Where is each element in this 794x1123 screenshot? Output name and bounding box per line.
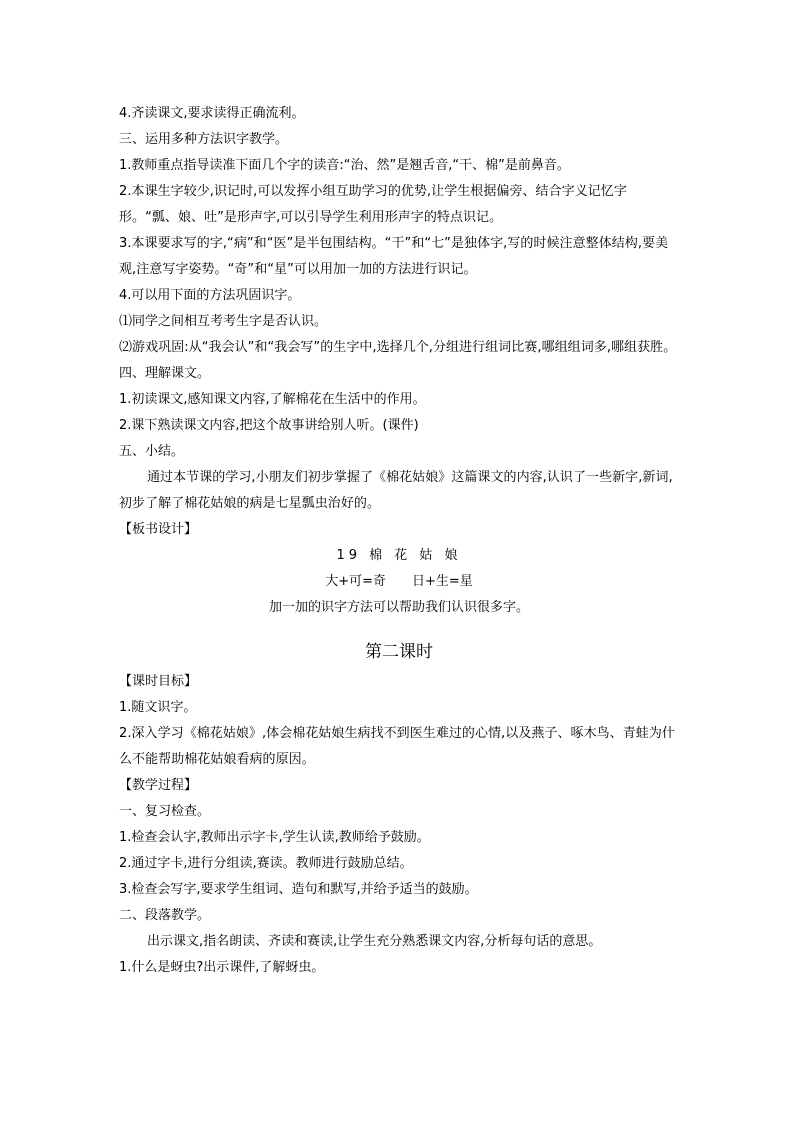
literacy-subitem-1: ⑴同学之间相互考考生字是否认识。: [119, 314, 328, 329]
literacy-item-3: 3.本课要求写的字,“病”和“医”是半包围结构。“干”和“七”是独体字,写的时候注意整体结构,要美观,注意写字姿势。“奇”和“星”可以用加一加的方法进行识记。: [119, 236, 669, 277]
literacy-item-2: 2.本课生字较少,识记时,可以发挥小组互助学习的优势,让学生根据偏旁、结合字义记忆字形。“瓢、娘、吐”是形声字,可以引导学生利用形声字的特点识记。: [119, 184, 627, 225]
literacy-item-1: 1.教师重点指导读准下面几个字的读音:“治、然”是翘舌音,“干、棉”是前鼻音。: [119, 158, 570, 173]
lesson-goals-label: 【课时目标】: [119, 674, 198, 689]
review-item-1: 1.检查会认字,教师出示字卡,学生认读,教师给予鼓励。: [119, 830, 430, 845]
literacy-item-4: 4.可以用下面的方法巩固识字。: [119, 288, 301, 303]
paragraph-intro: 出示课文,指名朗读、齐读和赛读,让学生充分熟悉课文内容,分析每句话的意思。: [147, 934, 602, 949]
board-formulas: [119, 569, 679, 595]
teaching-process-label: 【教学过程】: [119, 778, 198, 793]
lesson-goal-1: 1.随文识字。: [119, 700, 197, 715]
review-item-2: 2.通过字卡,进行分组读,赛读。教师进行鼓励总结。: [119, 856, 413, 871]
understand-item-2: 2.课下熟读课文内容,把这个故事讲给别人听。(课件): [119, 418, 419, 433]
section-heading-review: 一、复习检查。: [119, 804, 211, 819]
lesson-goal-2: 2.深入学习《棉花姑娘》,体会棉花姑娘生病找不到医生难过的心情,以及燕子、啄木鸟、青蛙为什么不能帮助棉花姑娘看病的原因。: [119, 726, 675, 767]
review-item-3: 3.检查会写字,要求学生组词、造句和默写,并给予适当的鼓励。: [119, 882, 478, 897]
summary-paragraph: 通过本节课的学习,小朋友们初步掌握了《棉花姑娘》这篇课文的内容,认识了一些新字,新词,初步了解了棉花姑娘的病是七星瓢虫治好的。: [119, 470, 673, 511]
paragraph-item-1: 1.什么是蚜虫?出示课件,了解蚜虫。: [119, 960, 325, 975]
section-heading-understand: 四、理解课文。: [119, 366, 211, 381]
understand-item-1: 1.初读课文,感知课文内容,了解棉花在生活中的作用。: [119, 392, 426, 407]
board-note: 加一加的识字方法可以帮助我们认识很多字。: [268, 600, 529, 615]
section-heading-summary: 五、小结。: [119, 444, 185, 459]
step-read-aloud: 4.齐读课文,要求读得正确流利。: [119, 106, 305, 121]
section-heading-literacy: 三、运用多种方法识字教学。: [119, 132, 289, 147]
board-design-label: 【板书设计】: [119, 522, 198, 537]
board-formula-xing: 日+生=星: [412, 574, 473, 589]
section-heading-paragraph: 二、段落教学。: [119, 908, 211, 923]
board-title: 19 棉 花 姑 娘: [336, 548, 462, 563]
lesson-2-heading: 第二课时: [365, 642, 433, 662]
board-formula-qi: 大+可=奇: [325, 574, 386, 589]
literacy-subitem-2: ⑵游戏巩固:从“我会认”和“我会写”的生字中,选择几个,分组进行组词比赛,哪组组词多,哪组获胜。: [119, 340, 677, 355]
page-content: [119, 101, 679, 981]
